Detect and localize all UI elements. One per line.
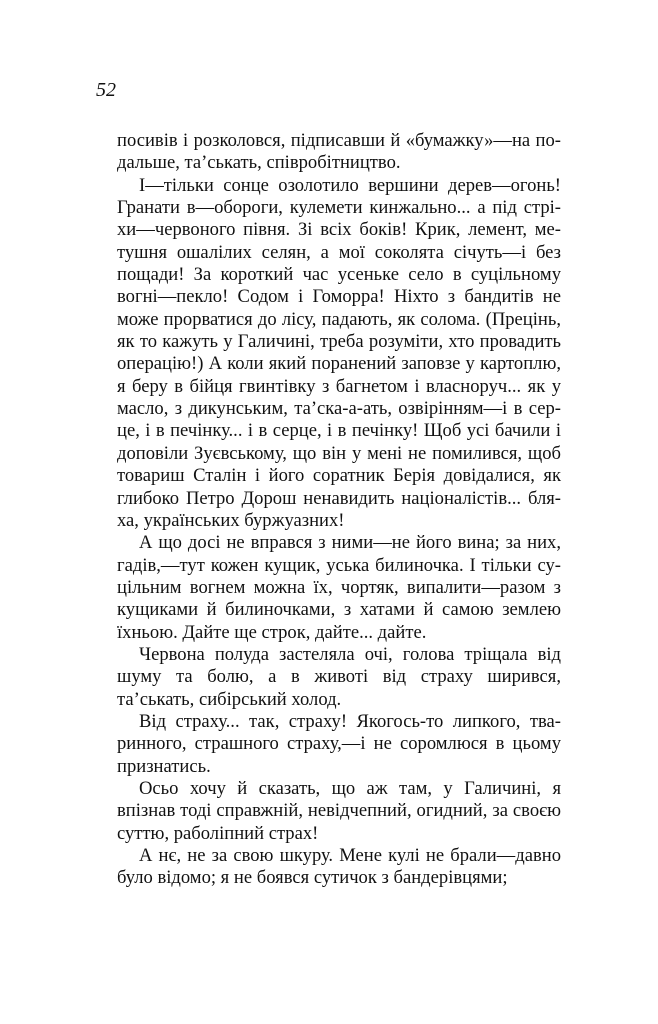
paragraph: Від страху... так, страху! Якогось-то липкого, тваринного, страшного страху,—і не соромлюся в цьому признатись. xyxy=(117,710,561,777)
paragraph: Осьо хочу й сказать, що аж там, у Галичині, я впізнав тоді справжній, невідчепний, огидний, за своєю суттю, раболіпний страх! xyxy=(117,777,561,844)
body-text xyxy=(117,130,561,890)
page-number: 52 xyxy=(96,79,116,101)
paragraph: А що досі не вправся з ними—не його вина; за них, гадів,—тут кожен кущик, уська билиночка. І тільки суцільним вогнем можна їх, чортяк, випалити—разом з кущиками й билиночками, з хатами й самою землею їхньою. Дайте ще строк, дайте... дайте. xyxy=(117,532,561,643)
paragraph: Червона полуда застеляла очі, голова тріщала від шуму та болю, а в животі від страху ширився, та’ськать, сибірський холод. xyxy=(117,643,561,710)
paragraph: посивів і розколовся, підписавши й «бумажку»—на подальше, та’ськать, співробітництво. xyxy=(117,130,561,174)
paragraph: І—тільки сонце озолотило вершини дерев—огонь! Гранати в—обороги, кулемети кинжально... а під стріхи—червоного півня. Зі всіх боків! Крик, лемент, метушня ошалілих селян, а мої соколята січуть—і без пощади! За короткий час усеньке село в суцільному вогні—пекло! Содом і Гоморра! Ніхто з бандитів не може прорватися до лісу, падають, як солома. (Прецінь, як то кажуть у Галичині, треба розуміти, хто провадить операцію!) А коли який поранений заповзе у картоплю, я беру в бійця гвинтівку з багнетом і власноруч... як у масло, з дикунським, та’ска-а-ать, озвірінням—і в серце, і в печінку... і в серце, і в печінку! Щоб усі бачили і доповіли Зуєвському, що він у мені не помилився, щоб товариш Сталін і його соратник Берія довідалися, як глибоко Петро Дорош ненавидить націоналістів... бляха, українських буржуазних! xyxy=(117,174,561,531)
paragraph: А нє, не за свою шкуру. Мене кулі не брали—давно було відомо; я не боявся сутичок з бандерівцями; xyxy=(117,845,561,889)
